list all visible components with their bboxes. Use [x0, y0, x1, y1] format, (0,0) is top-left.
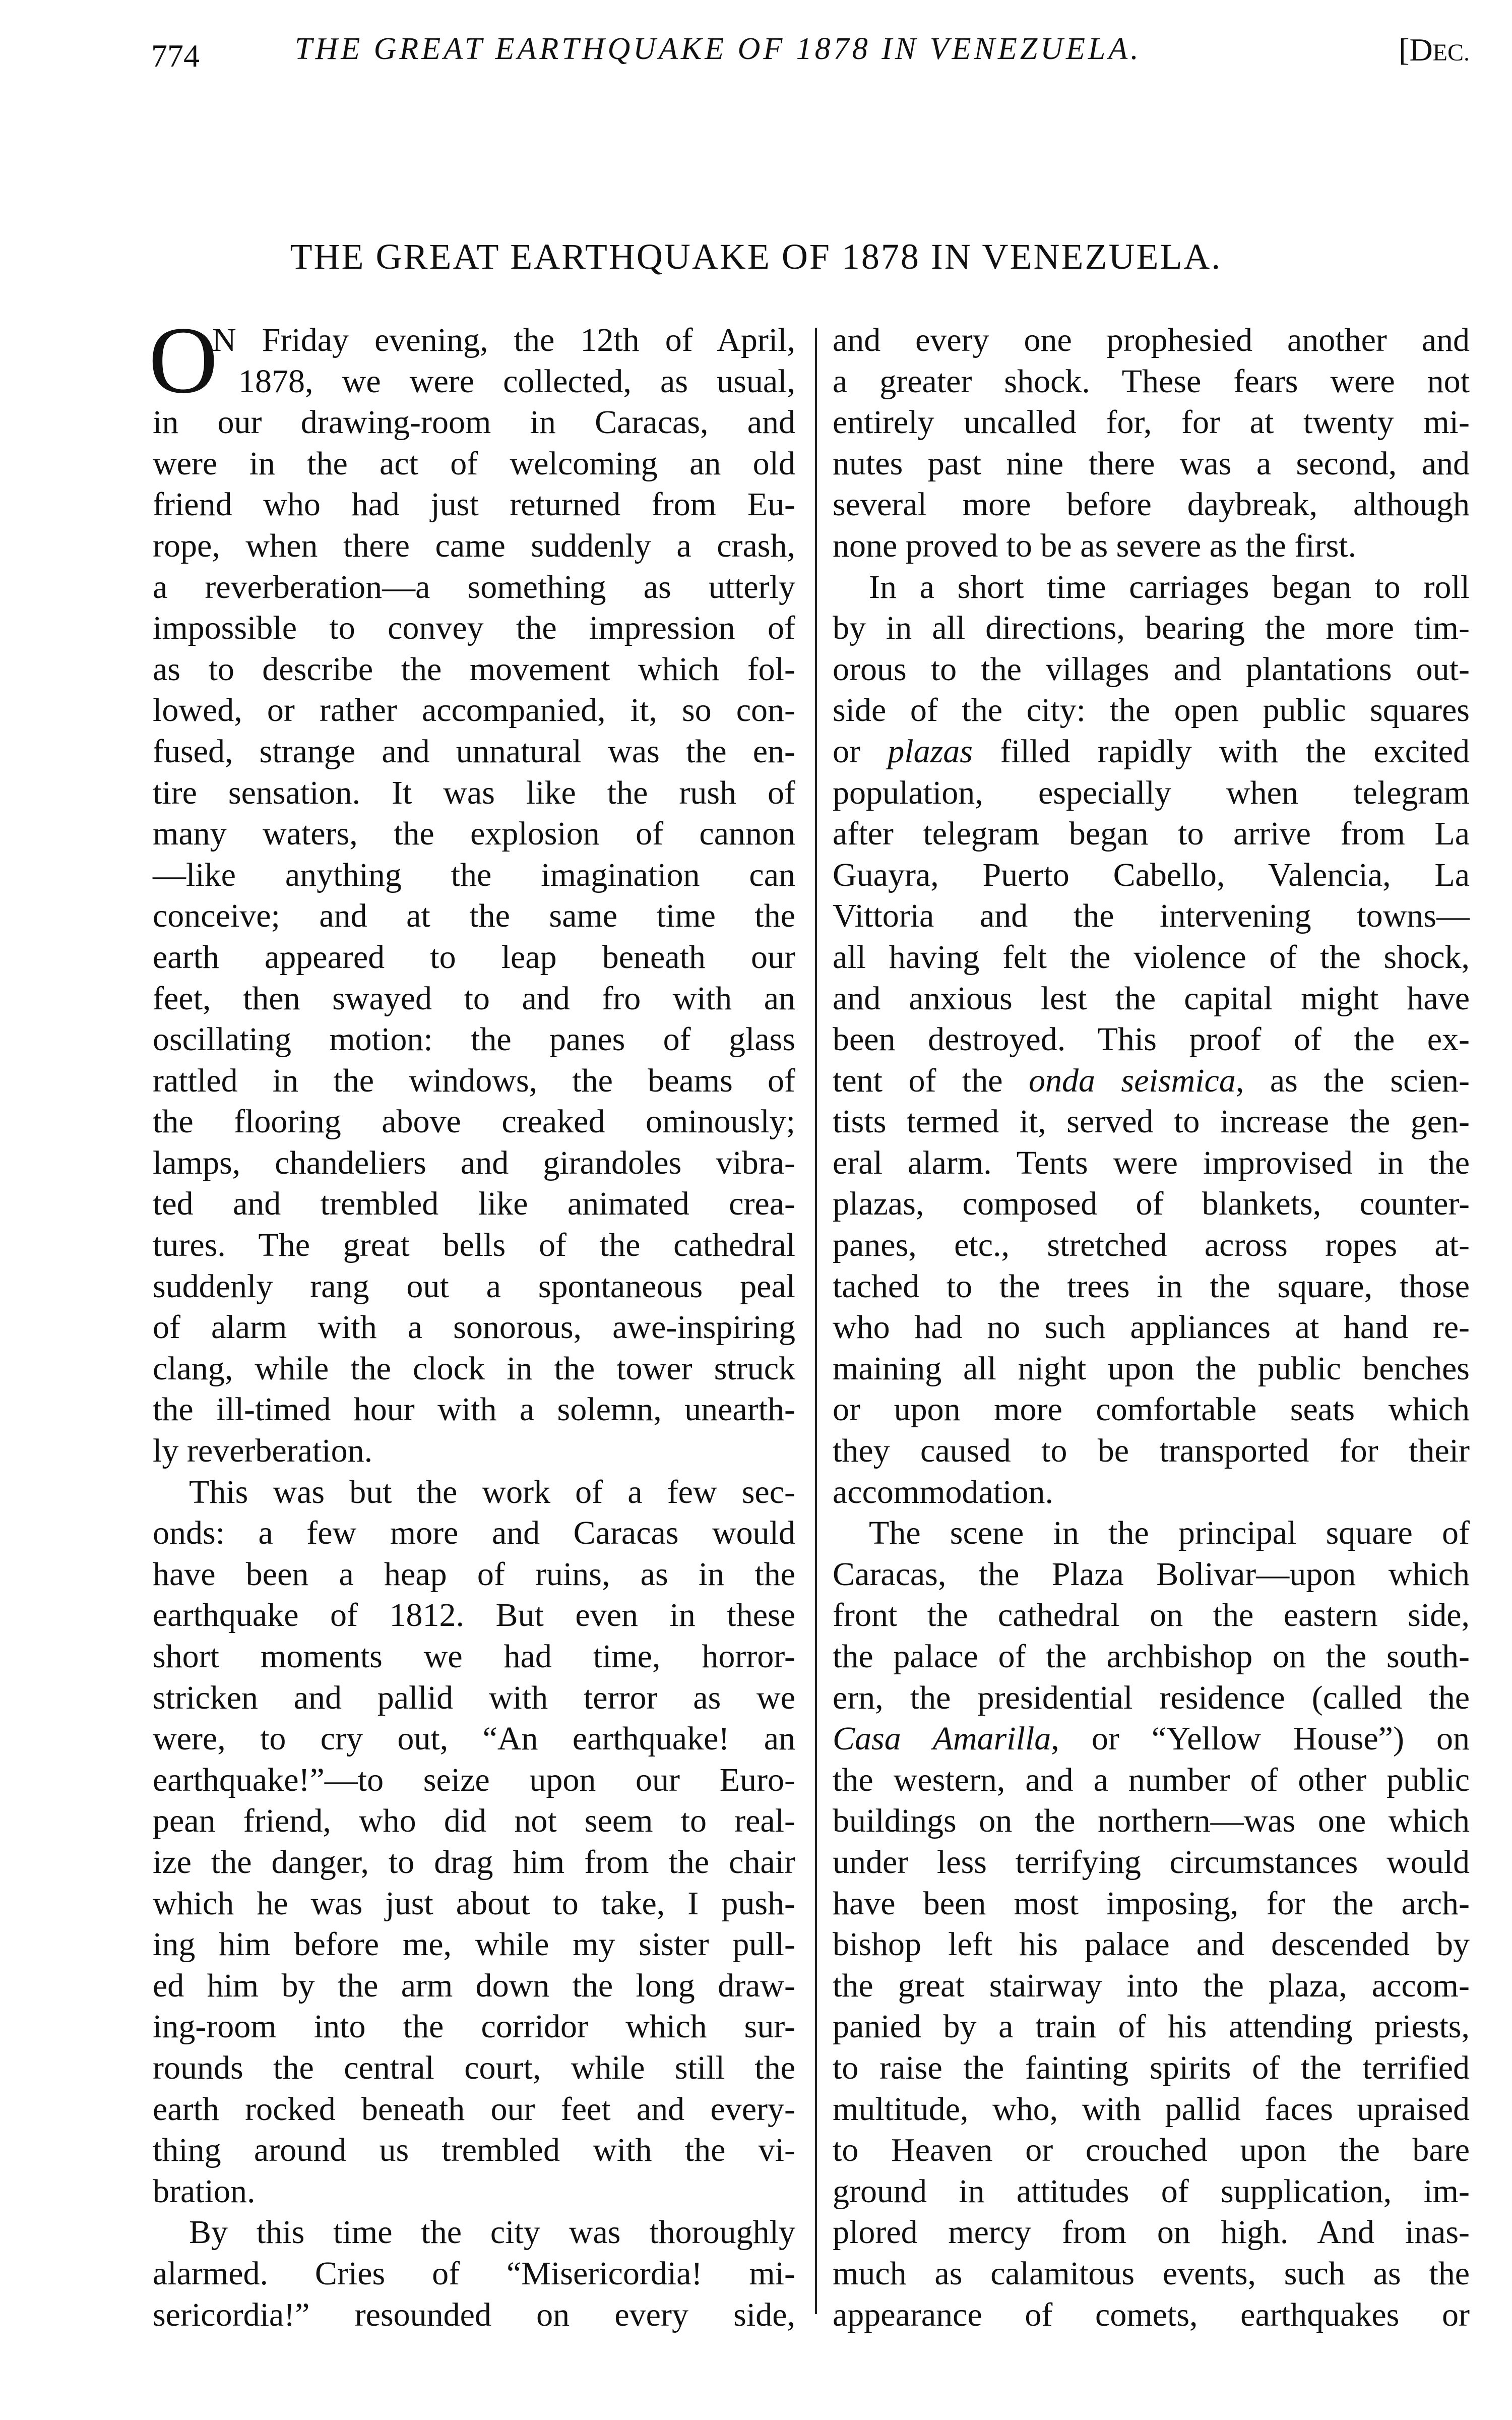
text-line: entirely uncalled for, for at twenty mi- [833, 404, 1470, 441]
text-line: appearance of comets, earthquakes or [833, 2296, 1470, 2333]
running-title: THE GREAT EARTHQUAKE OF 1878 IN VENEZUELA. [295, 32, 1142, 66]
text-line: ed him by the arm down the long draw- [153, 1967, 795, 2004]
text-line: rope, when there came suddenly a crash, [153, 527, 795, 564]
running-head [151, 31, 1470, 77]
text-line: This was but the work of a few sec- [189, 1473, 795, 1510]
text-line: lowed, or rather accompanied, it, so con- [153, 692, 795, 729]
text-line: ing him before me, while my sister pull- [153, 1926, 795, 1963]
text-line: earth rocked beneath our feet and every- [153, 2090, 795, 2128]
text-line: plored mercy from on high. And inas- [833, 2214, 1470, 2251]
text-line: sericordia!” resounded on every side, [153, 2296, 795, 2333]
text-line: conceive; and at the same time the [153, 897, 795, 935]
text-line: been destroyed. This proof of the ex- [833, 1021, 1470, 1058]
text-line: pean friend, who did not seem to real- [153, 1802, 795, 1840]
text-line: clang, while the clock in the tower struck [153, 1350, 795, 1387]
text-line: buildings on the northern—was one which [833, 1802, 1470, 1840]
text-line: they caused to be transported for their [833, 1432, 1470, 1470]
text-line: impossible to convey the impression of [153, 610, 795, 647]
text-line: the flooring above creaked ominously; [153, 1103, 795, 1140]
text-line: population, especially when telegram [833, 774, 1470, 811]
text-line: a greater shock. These fears were not [833, 362, 1470, 400]
text-line: orous to the villages and plantations out- [833, 650, 1470, 688]
month-bracket: [D [1399, 32, 1433, 68]
text-line: have been most imposing, for the arch- [833, 1885, 1470, 1922]
text-line: ern, the presidential residence (called the [833, 1679, 1470, 1716]
page-number: 774 [151, 38, 200, 74]
text-line: rounds the central court, while still the [153, 2049, 795, 2086]
text-line: friend who had just returned from Eu- [153, 486, 795, 523]
text-line: tached to the trees in the square, those [833, 1267, 1470, 1305]
text-line: the great stairway into the plaza, accom- [833, 1967, 1470, 2004]
text-line: stricken and pallid with terror as we [153, 1679, 795, 1716]
text-line: to Heaven or crouched upon the bare [833, 2132, 1470, 2169]
left-column [149, 308, 795, 2335]
text-line: nutes past nine there was a second, and [833, 445, 1470, 482]
text-line: ground in attitudes of supplication, im- [833, 2172, 1470, 2210]
text-line: the western, and a number of other public [833, 1761, 1470, 1798]
text-line: under less terrifying circumstances would [833, 1843, 1470, 1881]
text-line: The scene in the principal square of [869, 1515, 1470, 1552]
text-line: bishop left his palace and descended by [833, 1926, 1470, 1963]
text-line: or plazas filled rapidly with the excited [833, 733, 1470, 770]
text-line: several more before daybreak, although [833, 486, 1470, 523]
text-line: —like anything the imagination can [153, 856, 795, 893]
text-line: much as calamitous events, such as the [833, 2255, 1470, 2292]
text-line: 1878, we were collected, as usual, [238, 362, 795, 400]
text-line: maining all night upon the public benches [833, 1350, 1470, 1387]
text-line: as to describe the movement which fol- [153, 650, 795, 688]
text-line: tent of the onda seismica, as the scien- [833, 1062, 1470, 1099]
text-line: oscillating motion: the panes of glass [153, 1021, 795, 1058]
text-line: panied by a train of his attending priests, [833, 2008, 1470, 2045]
text-line: N Friday evening, the 12th of April, [212, 322, 795, 358]
text-line: accommodation. [833, 1473, 1054, 1510]
text-line: the palace of the archbishop on the south- [833, 1638, 1470, 1675]
text-line: side of the city: the open public squares [833, 692, 1470, 729]
text-line: eral alarm. Tents were improvised in the [833, 1144, 1470, 1181]
text-line: lamps, chandeliers and girandoles vibra- [153, 1144, 795, 1181]
right-column [833, 320, 1470, 2335]
text-line: rattled in the windows, the beams of [153, 1062, 795, 1099]
text-line: in our drawing-room in Caracas, and [153, 404, 795, 441]
drop-cap: O [149, 308, 218, 413]
text-line: thing around us trembled with the vi- [153, 2132, 795, 2169]
text-line: ly reverberation. [153, 1432, 373, 1470]
text-line: the ill-timed hour with a solemn, unearth- [153, 1391, 795, 1428]
text-line: many waters, the explosion of cannon [153, 815, 795, 853]
text-line: tire sensation. It was like the rush of [153, 774, 795, 811]
text-line: ize the danger, to drag him from the chair [153, 1843, 795, 1881]
article-title: THE GREAT EARTHQUAKE OF 1878 IN VENEZUELA. [290, 236, 1222, 277]
text-line: tures. The great bells of the cathedral [153, 1227, 795, 1264]
text-line: bration. [153, 2172, 256, 2210]
text-line: By this time the city was thoroughly [189, 2214, 795, 2251]
text-line: and anxious lest the capital might have [833, 980, 1470, 1017]
text-line: earthquake!”—to seize upon our Euro- [153, 1761, 795, 1798]
text-line: after telegram began to arrive from La [833, 815, 1470, 853]
text-line: front the cathedral on the eastern side, [833, 1597, 1470, 1634]
text-line: Vittoria and the intervening towns— [833, 897, 1470, 935]
text-line: earth appeared to leap beneath our [153, 938, 795, 976]
text-line: onds: a few more and Caracas would [153, 1515, 795, 1552]
text-line: feet, then swayed to and fro with an [153, 980, 795, 1017]
text-line: ing-room into the corridor which sur- [153, 2008, 795, 2045]
text-line: plazas, composed of blankets, counter- [833, 1185, 1470, 1223]
text-line: tists termed it, served to increase the gen- [833, 1103, 1470, 1140]
text-line: who had no such appliances at hand re- [833, 1309, 1470, 1346]
text-line: were, to cry out, “An earthquake! an [153, 1720, 795, 1758]
text-line: suddenly rang out a spontaneous peal [153, 1267, 795, 1305]
text-line: and every one prophesied another and [833, 322, 1470, 358]
text-line: none proved to be as severe as the first. [833, 527, 1357, 564]
text-line: of alarm with a sonorous, awe-inspiring [153, 1309, 795, 1346]
running-month [1399, 31, 1470, 69]
text-line: have been a heap of ruins, as in the [153, 1555, 795, 1593]
text-line: Caracas, the Plaza Bolivar—upon which [833, 1555, 1470, 1593]
text-line: multitude, who, with pallid faces upraised [833, 2090, 1470, 2128]
text-line: a reverberation—a something as utterly [153, 568, 795, 606]
text-line: or upon more comfortable seats which [833, 1391, 1470, 1428]
text-line: short moments we had time, horror- [153, 1638, 795, 1675]
text-line: Casa Amarilla, or “Yellow House”) on [833, 1720, 1470, 1758]
text-line: by in all directions, bearing the more tim- [833, 610, 1470, 647]
text-line: In a short time carriages began to roll [869, 568, 1470, 606]
column-divider [815, 328, 817, 2314]
text-line: ted and trembled like animated crea- [153, 1185, 795, 1223]
text-line: all having felt the violence of the shock, [833, 938, 1470, 976]
text-line: alarmed. Cries of “Misericordia! mi- [153, 2255, 795, 2292]
text-line: to raise the fainting spirits of the terrified [833, 2049, 1470, 2086]
text-line: which he was just about to take, I push- [153, 1885, 795, 1922]
text-line: were in the act of welcoming an old [153, 445, 795, 482]
text-line: earthquake of 1812. But even in these [153, 1597, 795, 1634]
text-line: fused, strange and unnatural was the en- [153, 733, 795, 770]
text-line: panes, etc., stretched across ropes at- [833, 1227, 1470, 1264]
month-abbrev: EC. [1432, 39, 1470, 66]
text-line: Guayra, Puerto Cabello, Valencia, La [833, 856, 1470, 893]
